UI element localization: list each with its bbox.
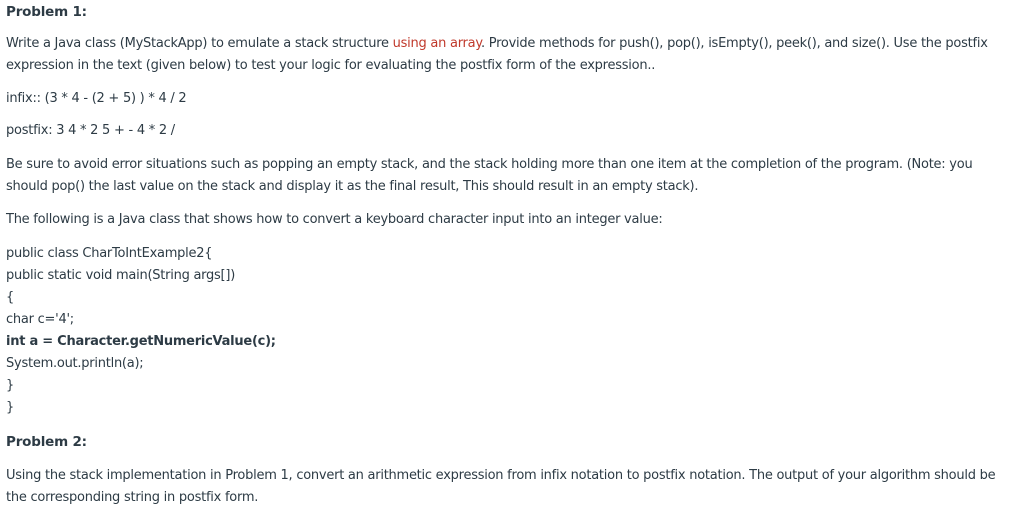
code-line: public static void main(String args[]) [6, 268, 236, 283]
postfix-expression: postfix: 3 4 * 2 5 + - 4 * 2 / [6, 123, 175, 138]
code-line: public class CharToIntExample2{ [6, 246, 213, 261]
code-line: } [6, 378, 15, 393]
intro-highlight: using an array [392, 36, 481, 51]
problem-2-heading: Problem 2: [6, 434, 87, 450]
problem-1-heading: Problem 1: [6, 4, 87, 20]
problem-2-text: Using the stack implementation in Problem 1, convert an arithmetic expression from infix notation to postfix notation. The output of your algorithm should be the corresponding string in postfix form. [6, 468, 996, 505]
error-avoidance-note: Be sure to avoid error situations such as popping an empty stack, and the stack holding more than one item at the completion of the program. (Note: you should pop() the last value on the stack and display it as the final result, This should result in an empty stack). [6, 157, 973, 194]
code-line: char c='4'; [6, 312, 74, 327]
java-code-sample [6, 243, 276, 419]
code-line: } [6, 400, 15, 415]
code-intro-text: The following is a Java class that shows how to convert a keyboard character input into an integer value: [6, 212, 663, 227]
intro-text-start: Write a Java class (MyStackApp) to emulate a stack structure [6, 36, 393, 51]
code-line: System.out.println(a); [6, 356, 144, 371]
code-line: { [6, 290, 15, 305]
code-line-bold: int a = Character.getNumericValue(c); [6, 334, 276, 349]
intro-text-end: . Provide methods for push(), pop(), isEmpty(), peek(), and size(). Use the postfix expression in the text (given below) to test your logic for evaluating the postfix form of the expression.. [6, 36, 988, 73]
problem-1-intro [6, 33, 1016, 77]
infix-expression: infix:: (3 * 4 - (2 + 5) ) * 4 / 2 [6, 91, 187, 106]
